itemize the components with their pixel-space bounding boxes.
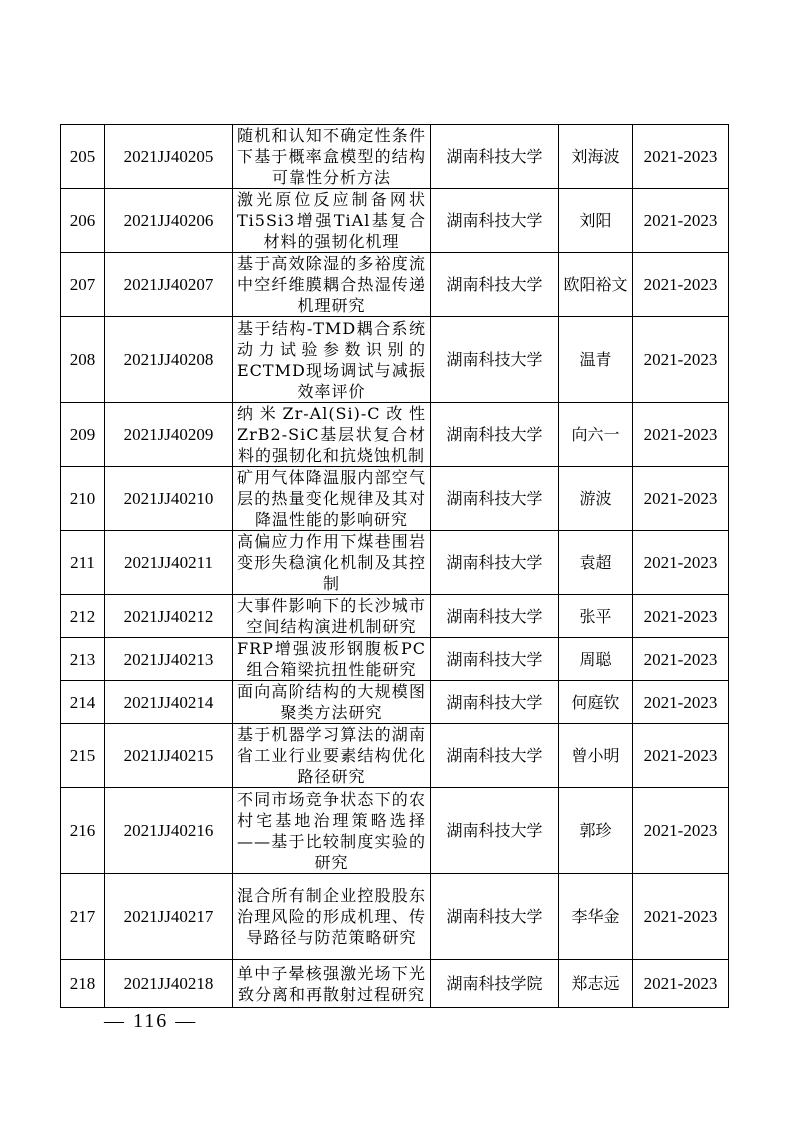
row-number: 210	[61, 467, 105, 531]
row-number: 206	[61, 189, 105, 253]
institution: 湖南科技学院	[431, 960, 559, 1008]
project-id: 2021JJ40209	[105, 403, 233, 467]
row-number: 218	[61, 960, 105, 1008]
table-row	[61, 317, 729, 403]
project-title: 不同市场竞争状态下的农村宅基地治理策略选择——基于比较制度实验的研究	[233, 788, 431, 874]
row-number: 214	[61, 681, 105, 724]
project-id: 2021JJ40218	[105, 960, 233, 1008]
project-leader: 游波	[559, 467, 633, 531]
project-leader: 周聪	[559, 638, 633, 681]
project-leader: 袁超	[559, 531, 633, 595]
project-title: 单中子晕核强激光场下光致分离和再散射过程研究	[233, 960, 431, 1008]
institution: 湖南科技大学	[431, 874, 559, 960]
table-row	[61, 874, 729, 960]
institution: 湖南科技大学	[431, 595, 559, 638]
project-table	[60, 124, 729, 1008]
project-title: 矿用气体降温服内部空气层的热量变化规律及其对降温性能的影响研究	[233, 467, 431, 531]
project-title: 随机和认知不确定性条件下基于概率盒模型的结构可靠性分析方法	[233, 125, 431, 189]
row-number: 208	[61, 317, 105, 403]
project-title: 面向高阶结构的大规模图聚类方法研究	[233, 681, 431, 724]
project-id: 2021JJ40215	[105, 724, 233, 788]
table-row	[61, 403, 729, 467]
project-id: 2021JJ40213	[105, 638, 233, 681]
project-period: 2021-2023	[633, 403, 729, 467]
project-id: 2021JJ40217	[105, 874, 233, 960]
row-number: 211	[61, 531, 105, 595]
project-id: 2021JJ40216	[105, 788, 233, 874]
row-number: 209	[61, 403, 105, 467]
row-number: 216	[61, 788, 105, 874]
project-period: 2021-2023	[633, 189, 729, 253]
project-period: 2021-2023	[633, 788, 729, 874]
project-period: 2021-2023	[633, 638, 729, 681]
table-body	[61, 125, 729, 1008]
project-leader: 欧阳裕文	[559, 253, 633, 317]
project-leader: 李华金	[559, 874, 633, 960]
project-leader: 张平	[559, 595, 633, 638]
project-title: 纳米Zr-Al(Si)-C改性ZrB2-SiC基层状复合材料的强韧化和抗烧蚀机制	[233, 403, 431, 467]
project-leader: 曾小明	[559, 724, 633, 788]
table-row	[61, 467, 729, 531]
institution: 湖南科技大学	[431, 724, 559, 788]
row-number: 212	[61, 595, 105, 638]
project-period: 2021-2023	[633, 531, 729, 595]
project-period: 2021-2023	[633, 874, 729, 960]
table-row	[61, 724, 729, 788]
project-id: 2021JJ40206	[105, 189, 233, 253]
project-period: 2021-2023	[633, 317, 729, 403]
project-id: 2021JJ40211	[105, 531, 233, 595]
project-id: 2021JJ40205	[105, 125, 233, 189]
project-leader: 刘阳	[559, 189, 633, 253]
institution: 湖南科技大学	[431, 638, 559, 681]
institution: 湖南科技大学	[431, 788, 559, 874]
project-period: 2021-2023	[633, 467, 729, 531]
institution: 湖南科技大学	[431, 317, 559, 403]
project-id: 2021JJ40214	[105, 681, 233, 724]
table-row	[61, 681, 729, 724]
institution: 湖南科技大学	[431, 125, 559, 189]
row-number: 205	[61, 125, 105, 189]
project-leader: 温青	[559, 317, 633, 403]
table-row	[61, 638, 729, 681]
project-title: 基于结构-TMD耦合系统动力试验参数识别的ECTMD现场调试与减振效率评价	[233, 317, 431, 403]
project-period: 2021-2023	[633, 724, 729, 788]
project-title: FRP增强波形钢腹板PC组合箱梁抗扭性能研究	[233, 638, 431, 681]
table-row	[61, 788, 729, 874]
table-row	[61, 531, 729, 595]
institution: 湖南科技大学	[431, 403, 559, 467]
project-leader: 刘海波	[559, 125, 633, 189]
project-period: 2021-2023	[633, 253, 729, 317]
project-id: 2021JJ40210	[105, 467, 233, 531]
row-number: 207	[61, 253, 105, 317]
institution: 湖南科技大学	[431, 253, 559, 317]
table-row	[61, 960, 729, 1008]
project-leader: 郭珍	[559, 788, 633, 874]
project-period: 2021-2023	[633, 960, 729, 1008]
table-row	[61, 125, 729, 189]
project-id: 2021JJ40207	[105, 253, 233, 317]
project-period: 2021-2023	[633, 125, 729, 189]
institution: 湖南科技大学	[431, 189, 559, 253]
project-title: 高偏应力作用下煤巷围岩变形失稳演化机制及其控制	[233, 531, 431, 595]
row-number: 215	[61, 724, 105, 788]
project-period: 2021-2023	[633, 681, 729, 724]
project-title: 大事件影响下的长沙城市空间结构演进机制研究	[233, 595, 431, 638]
project-leader: 郑志远	[559, 960, 633, 1008]
row-number: 217	[61, 874, 105, 960]
project-title: 激光原位反应制备网状Ti5Si3增强TiAl基复合材料的强韧化机理	[233, 189, 431, 253]
row-number: 213	[61, 638, 105, 681]
institution: 湖南科技大学	[431, 531, 559, 595]
institution: 湖南科技大学	[431, 467, 559, 531]
project-id: 2021JJ40212	[105, 595, 233, 638]
table-row	[61, 189, 729, 253]
project-leader: 向六一	[559, 403, 633, 467]
project-id: 2021JJ40208	[105, 317, 233, 403]
institution: 湖南科技大学	[431, 681, 559, 724]
table-row	[61, 595, 729, 638]
page-number: — 116 —	[104, 1010, 198, 1032]
project-period: 2021-2023	[633, 595, 729, 638]
project-leader: 何庭钦	[559, 681, 633, 724]
project-title: 混合所有制企业控股股东治理风险的形成机理、传导路径与防范策略研究	[233, 874, 431, 960]
project-title: 基于高效除湿的多裕度流中空纤维膜耦合热湿传递机理研究	[233, 253, 431, 317]
table-row	[61, 253, 729, 317]
project-title: 基于机器学习算法的湖南省工业行业要素结构优化路径研究	[233, 724, 431, 788]
